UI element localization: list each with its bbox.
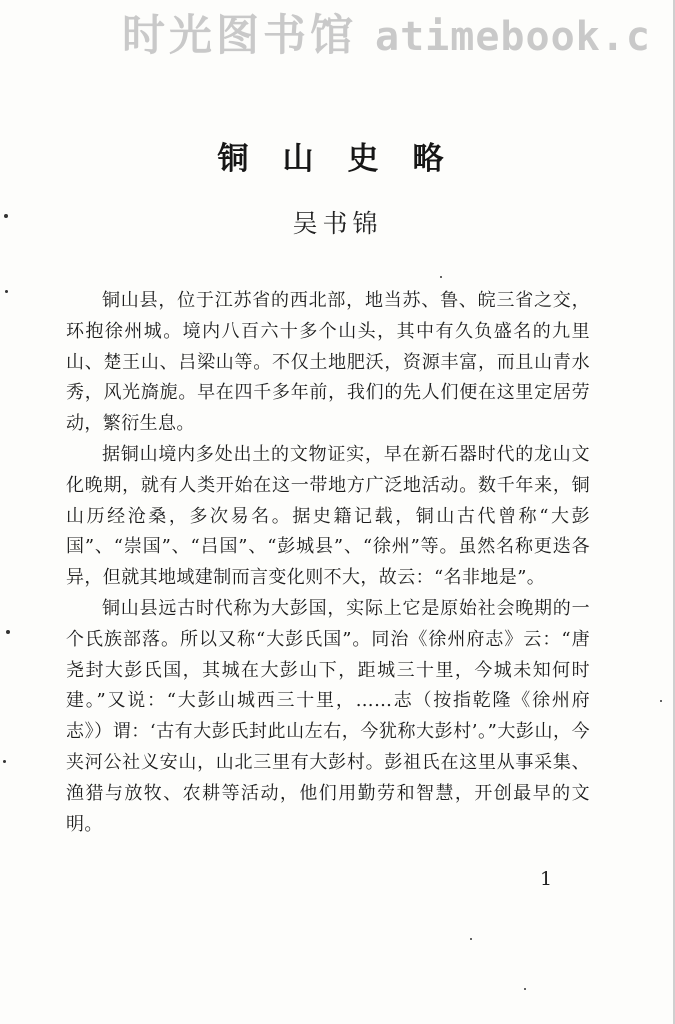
article-author: 吴书锦: [292, 209, 383, 238]
paragraph: 据铜山境内多处出土的文物证实，早在新石器时代的龙山文化晚期，就有人类开始在这一带地方广泛地活动。数千年来，铜山历经沧桑，多次易名。据史籍记载，铜山古代曾称“大彭国”、“崇国”、“吕国”、“彭城县”、“徐州”等。虽然名称更迭各异，但就其地域建制而言变化则不大，故云：“名非地是”。: [66, 443, 590, 589]
article-title: 铜山史略: [217, 141, 478, 177]
scan-speck: [660, 700, 662, 702]
scan-speck: [3, 760, 6, 763]
watermark-chinese: 时光图书馆: [122, 11, 357, 61]
scan-speck: [440, 276, 442, 278]
scan-speck: [5, 290, 8, 293]
paragraph: 铜山县，位于江苏省的西北部，地当苏、鲁、皖三省之交，环抱徐州城。境内八百六十多个山头，其中有久负盛名的九里山、楚王山、吕梁山等。不仅土地肥沃，资源丰富，而且山青水秀，风光旖旎。早在四千多年前，我们的先人们便在这里定居劳动，繁衍生息。: [66, 290, 590, 435]
scan-speck: [470, 938, 472, 940]
article-body: [66, 286, 590, 840]
scan-speck: [524, 988, 526, 990]
scan-speck: [6, 630, 10, 634]
scan-speck: [4, 214, 8, 218]
watermark-latin: atimebook.c: [375, 14, 651, 60]
watermark: [122, 8, 675, 68]
page-number: 1: [540, 868, 553, 890]
paragraph: 铜山县远古时代称为大彭国，实际上它是原始社会晚期的一个氏族部落。所以又称“大彭氏国”。同治《徐州府志》云：“唐尧封大彭氏国，其城在大彭山下，距城三十里，今城未知何时建。”又说：“大彭山城西三十里，……志（按指乾隆《徐州府志》）谓：‘古有大彭氏封此山左右，今犹称大彭村’。”大彭山，今夹河公社义安山，山北三里有大彭村。彭祖氏在这里从事采集、渔猎与放牧、农耕等活动，他们用勤劳和智慧，开创最早的文明。: [66, 597, 590, 835]
